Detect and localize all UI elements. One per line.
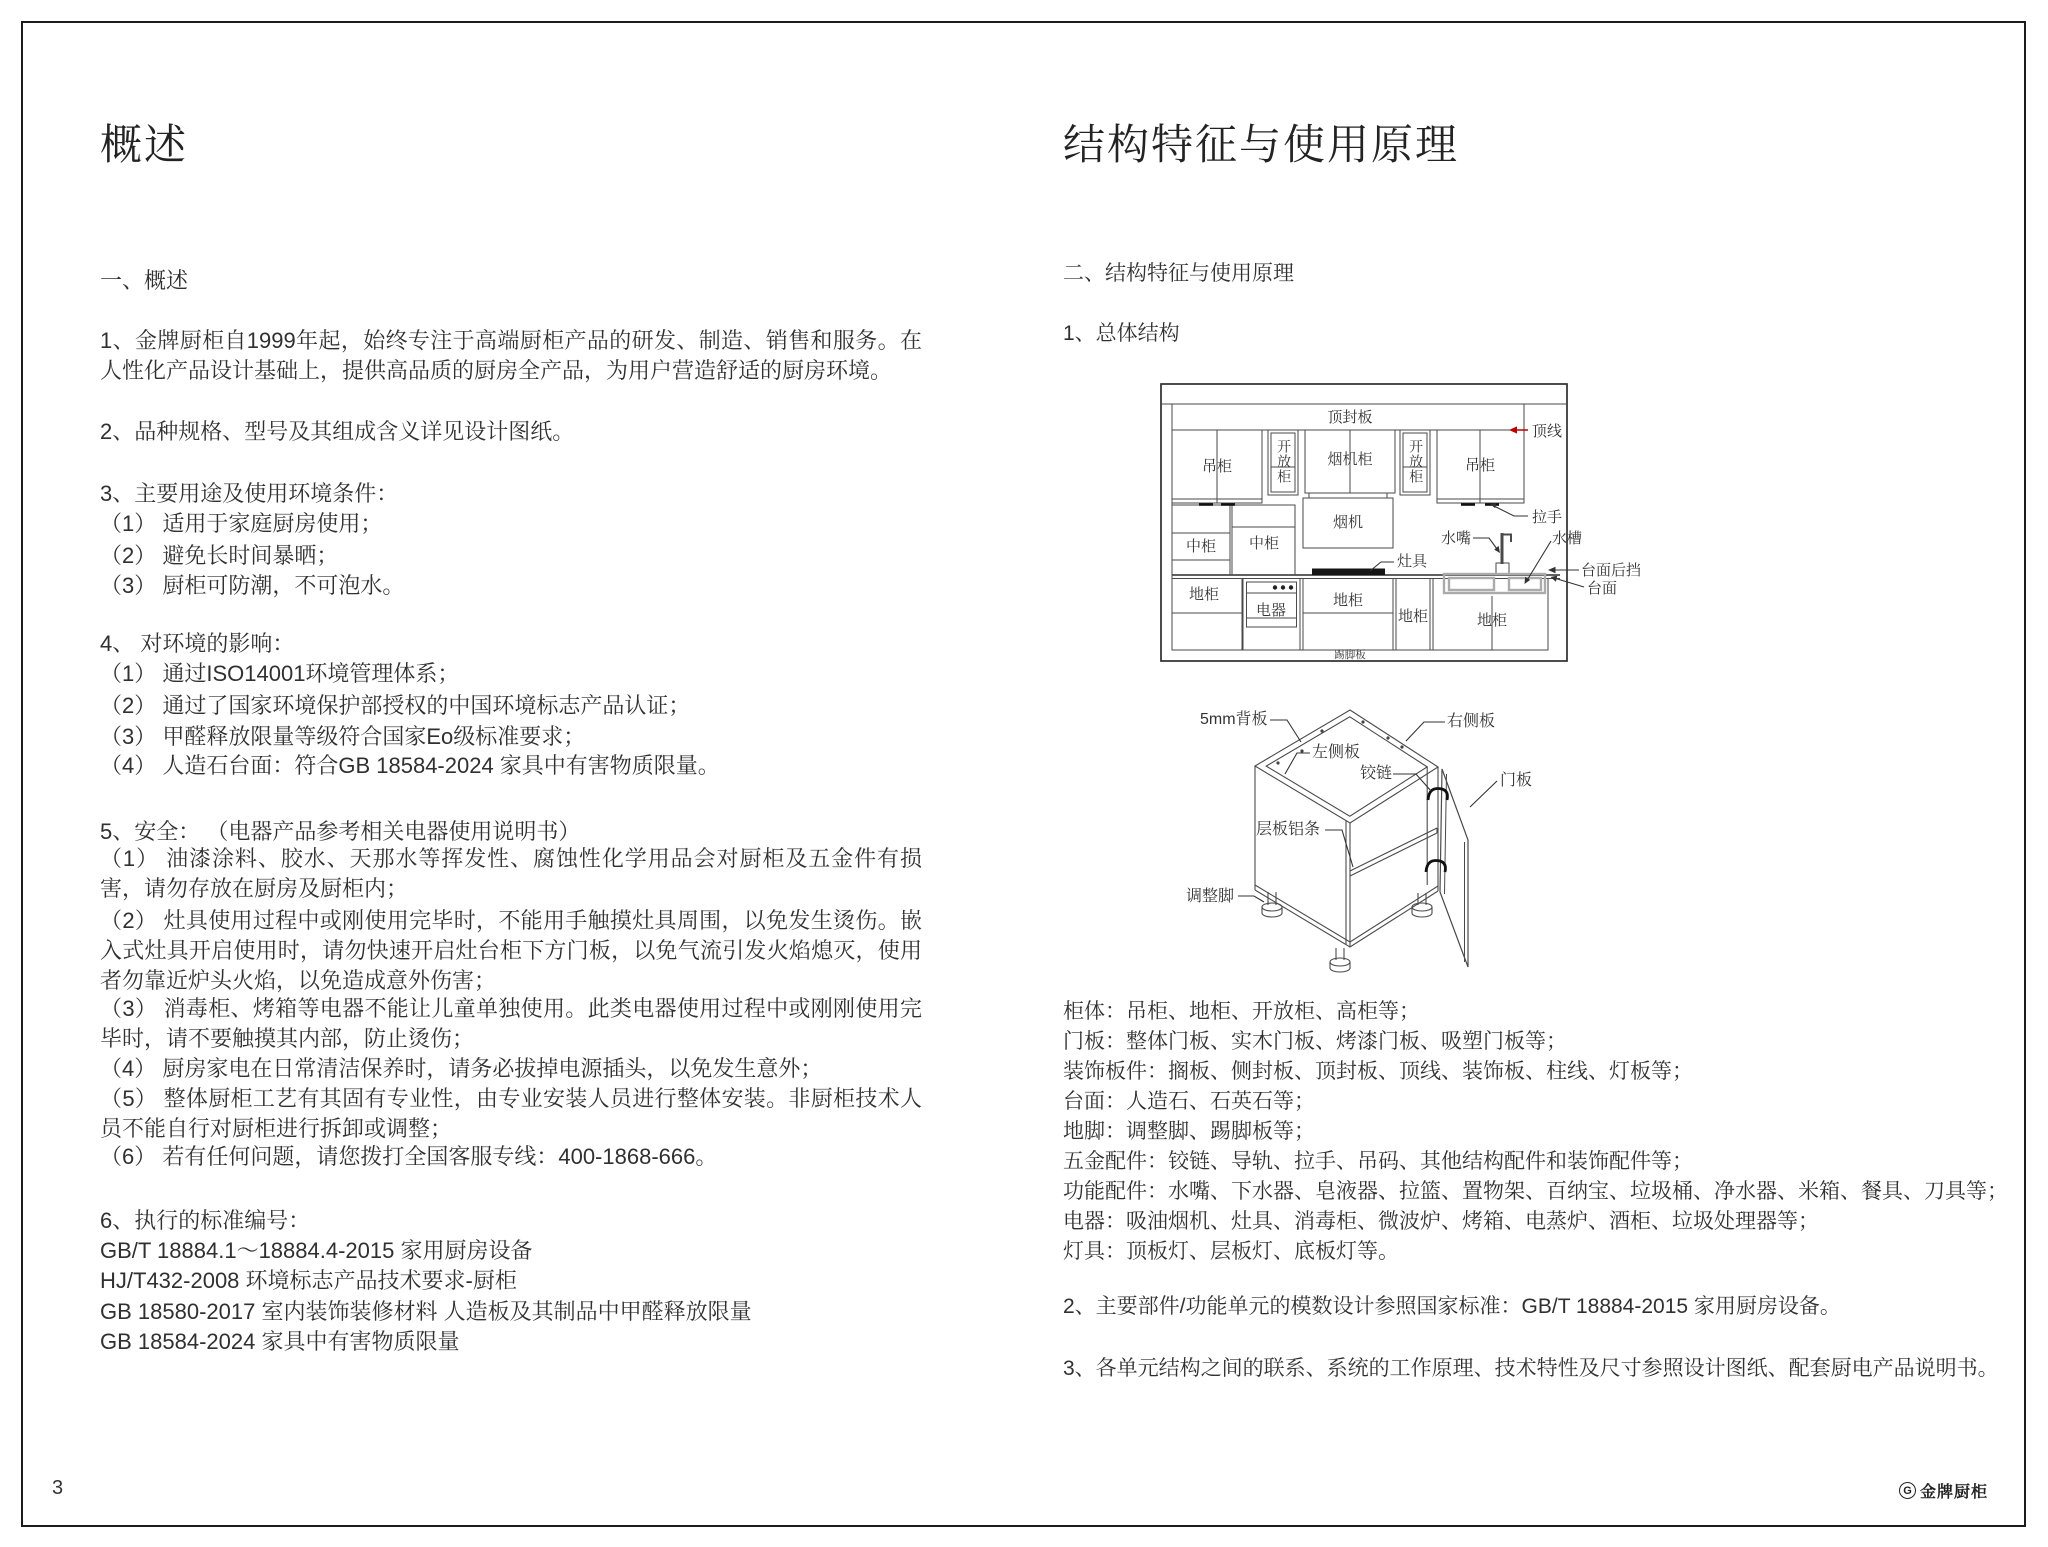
label-crown-line: 顶线 — [1532, 423, 1563, 440]
label-base-cabinet-2: 地柜 — [1332, 592, 1363, 609]
brand-logo-icon: G — [1899, 1482, 1916, 1499]
label-adjustable-feet: 调整脚 — [1186, 888, 1235, 905]
sink-shape — [1444, 574, 1545, 593]
standard-3: GB 18580-2017 室内装饰装修材料 人造板及其制品中甲醛释放限量 — [100, 1299, 752, 1324]
brand-logo — [1899, 1479, 1988, 1502]
component-line-countertop: 台面：人造石、石英石等； — [1063, 1090, 1315, 1113]
label-base-cabinet-4: 地柜 — [1476, 612, 1507, 629]
label-faucet: 水嘴 — [1441, 530, 1472, 547]
sec5-heading: 5、安全： （电器产品参考相关电器使用说明书） — [100, 819, 581, 844]
label-shelf-strip: 层板铝条 — [1256, 821, 1321, 838]
label-backsplash: 台面后挡 — [1581, 562, 1642, 579]
standard-1: GB/T 18884.1～18884.4-2015 家用厨房设备 — [100, 1238, 533, 1263]
sec5-item-6: （6） 若有任何问题，请您拨打全国客服专线：400-1868-666。 — [100, 1144, 718, 1169]
label-wall-cabinet-left: 吊柜 — [1201, 458, 1232, 475]
component-line-doors: 门板：整体门板、实木门板、烤漆门板、吸塑门板等； — [1063, 1030, 1567, 1053]
label-right-panel: 右侧板 — [1447, 713, 1496, 730]
sec5-item-1: （1） 油漆涂料、胶水、天那水等挥发性、腐蚀性化学用品会对厨柜及五金件有损害，请勿存放在厨房及厨柜内； — [100, 846, 922, 901]
label-kickboard: 踢脚板 — [1334, 649, 1366, 661]
component-line-lights: 灯具：顶板灯、层板灯、底板灯等。 — [1063, 1240, 1399, 1263]
paragraph-specs: 2、品种规格、型号及其组成含义详见设计图纸。 — [100, 419, 575, 444]
label-base-cabinet-1: 地柜 — [1188, 586, 1219, 603]
sec3-item-3: （3） 厨柜可防潮，不可泡水。 — [100, 573, 405, 598]
label-mid-cabinet-left: 中柜 — [1185, 538, 1216, 555]
base-cabinet-3d-drawing — [1150, 695, 1650, 1005]
label-mid-cabinet-right: 中柜 — [1248, 535, 1279, 552]
right-paragraph-2: 2、主要部件/功能单元的模数设计参照国家标准：GB/T 18884-2015 家用厨房设备。 — [1063, 1295, 1841, 1318]
sec4-item-4: （4） 人造石台面：符合GB 18584-2024 家具中有害物质限量。 — [100, 753, 720, 778]
component-line-feet: 地脚：调整脚、踢脚板等； — [1063, 1120, 1315, 1143]
sec4-heading: 4、 对环境的影响： — [100, 631, 295, 656]
label-open-cabinet-left: 开放柜 — [1276, 439, 1293, 484]
sec4-item-2: （2） 通过了国家环境保护部授权的中国环境标志产品认证； — [100, 693, 691, 718]
label-left-panel: 左侧板 — [1312, 744, 1361, 761]
right-paragraph-3: 3、各单元结构之间的联系、系统的工作原理、技术特性及尺寸参照设计图纸、配套厨电产品说明书。 — [1063, 1357, 1999, 1380]
component-line-deco-panels: 装饰板件：搁板、侧封板、顶封板、顶线、装饰板、柱线、灯板等； — [1063, 1060, 1693, 1083]
right-page-title: 结构特征与使用原理 — [1063, 121, 1460, 168]
sec4-item-1: （1） 通过ISO14001环境管理体系； — [100, 661, 460, 686]
sec6-heading: 6、执行的标准编号： — [100, 1208, 311, 1233]
standard-2: HJ/T432-2008 环境标志产品技术要求-厨柜 — [100, 1268, 517, 1293]
label-handle: 拉手 — [1532, 509, 1563, 526]
sec5-item-2: （2） 灶具使用过程中或刚使用完毕时，不能用手触摸灶具周围，以免发生烫伤。嵌入式灶具开启使用时，请勿快速开启灶台柜下方门板，以免气流引发火焰熄灭，使用者勿靠近炉头火焰，以免造成意外伤害； — [100, 908, 922, 993]
standard-4: GB 18584-2024 家具中有害物质限量 — [100, 1329, 460, 1354]
left-section-heading: 一、概述 — [100, 268, 189, 293]
brand-logo-text: 金牌厨柜 — [1920, 1484, 1989, 1501]
label-wall-cabinet-right: 吊柜 — [1464, 457, 1495, 474]
label-door: 门板 — [1500, 772, 1533, 789]
label-sink: 水槽 — [1552, 530, 1583, 547]
label-hinge: 铰链 — [1360, 765, 1393, 782]
appliance-knobs — [1273, 585, 1293, 589]
component-line-appliances: 电器：吸油烟机、灶具、消毒柜、微波炉、烤箱、电蒸炉、酒柜、垃圾处理器等； — [1063, 1210, 1819, 1233]
label-open-cabinet-right: 开放柜 — [1408, 439, 1425, 484]
paragraph-company: 1、金牌厨柜自1999年起，始终专注于高端厨柜产品的研发、制造、销售和服务。在人性化产品设计基础上，提供高品质的厨房全产品，为用户营造舒适的厨房环境。 — [100, 328, 922, 383]
sec5-item-4: （4） 厨房家电在日常清洁保养时，请务必拔掉电源插头，以免发生意外； — [100, 1056, 823, 1081]
label-appliance: 电器 — [1255, 602, 1286, 619]
sec3-item-2: （2） 避免长时间暴晒； — [100, 543, 339, 568]
label-cooktop: 灶具 — [1397, 553, 1428, 570]
kitchen-elevation-diagram — [1160, 383, 1660, 663]
component-line-hardware: 五金配件：铰链、导轨、拉手、吊码、其他结构配件和装饰配件等； — [1063, 1150, 1693, 1173]
sec3-heading: 3、主要用途及使用环境条件： — [100, 481, 399, 506]
right-section-heading: 二、结构特征与使用原理 — [1063, 262, 1294, 285]
sec5-item-5: （5） 整体厨柜工艺有其固有专业性，由专业安装人员进行整体安装。非厨柜技术人员不能自行对厨柜进行拆卸或调整； — [100, 1086, 922, 1141]
label-hood-cabinet: 烟机柜 — [1327, 451, 1373, 468]
left-page-title: 概述 — [100, 121, 189, 168]
sec4-item-3: （3） 甲醛释放限量等级符合国家Eo级标准要求； — [100, 724, 586, 749]
label-hood: 烟机 — [1332, 514, 1363, 531]
sec3-item-1: （1） 适用于家庭厨房使用； — [100, 511, 383, 536]
overall-structure-heading: 1、总体结构 — [1063, 322, 1180, 345]
faucet-base — [1496, 563, 1509, 574]
base-cabinet-3d-diagram — [1150, 695, 1650, 1005]
component-line-accessories: 功能配件：水嘴、下水器、皂液器、拉篮、置物架、百纳宝、垃圾桶、净水器、米箱、餐具、刀具等； — [1063, 1180, 2008, 1203]
label-back-panel: 5mm背板 — [1200, 711, 1268, 728]
label-base-cabinet-3: 地柜 — [1397, 608, 1428, 625]
sec5-item-3: （3） 消毒柜、烤箱等电器不能让儿童单独使用。此类电器使用过程中或刚刚使用完毕时，请不要触摸其内部，防止烫伤； — [100, 996, 922, 1051]
cooktop-shape — [1312, 569, 1385, 576]
label-countertop: 台面 — [1587, 580, 1618, 597]
page-number: 3 — [52, 1477, 64, 1499]
component-line-cabinets: 柜体：吊柜、地柜、开放柜、高柜等； — [1063, 1000, 1420, 1023]
label-top-panel: 顶封板 — [1327, 409, 1373, 426]
